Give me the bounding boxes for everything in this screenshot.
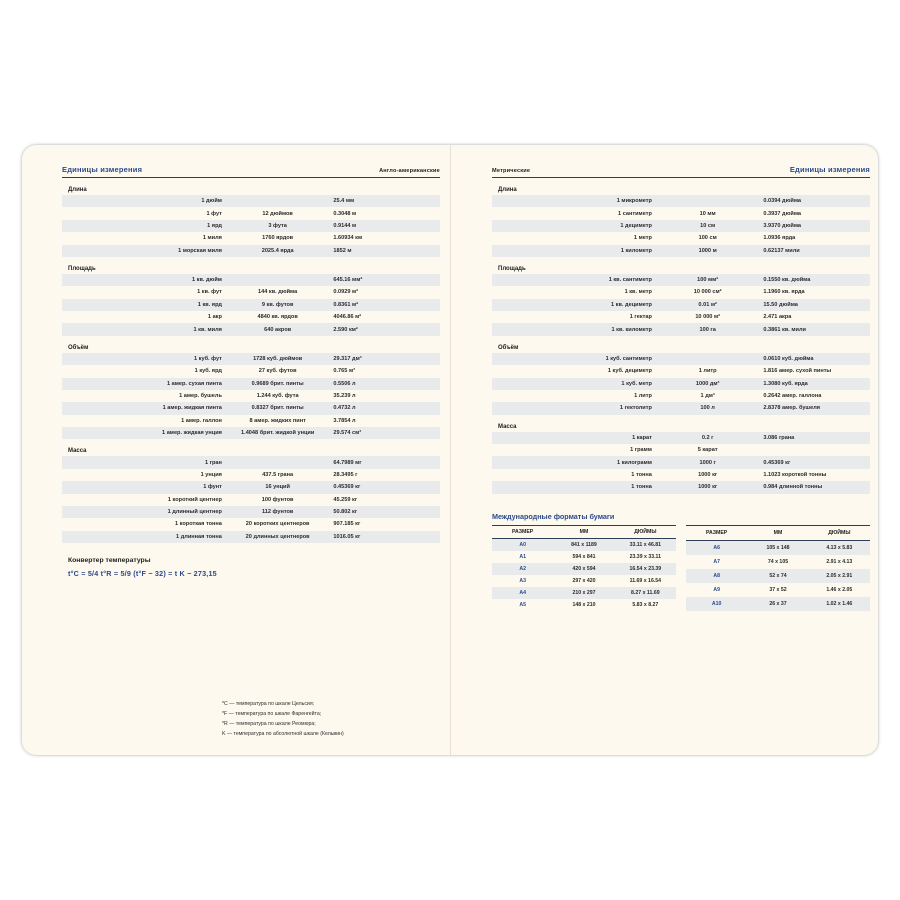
table-cell: 0.8327 брит. пинты <box>251 405 304 412</box>
units-table <box>492 195 870 257</box>
table-row <box>492 575 676 587</box>
table-cell: A10 <box>711 600 722 607</box>
column-header: ДЮЙМЫ <box>615 525 676 538</box>
table-cell: 2.590 км² <box>333 326 358 333</box>
table-cell: 8.27 x 11.69 <box>631 589 660 596</box>
table-cell: 841 x 1189 <box>571 541 597 548</box>
converter-note: *R — температура по шкале Реомюра; <box>222 720 316 727</box>
table-row <box>492 390 870 402</box>
table-cell: 74 x 105 <box>767 558 789 565</box>
table-cell: 4.13 x 5.83 <box>826 544 853 551</box>
table-row <box>492 286 870 298</box>
table-row <box>62 378 440 390</box>
table-cell: 1852 м <box>333 247 352 254</box>
table-row <box>492 220 870 232</box>
table-cell: 1 дм³ <box>700 393 715 400</box>
table-row <box>62 469 440 481</box>
table-cell: 1 кв. фут <box>197 289 222 296</box>
table-cell: 10 мм <box>699 210 716 217</box>
table-row <box>62 299 440 311</box>
table-cell: 0.8361 м² <box>333 301 359 308</box>
converter-notes <box>222 700 397 740</box>
table-cell: 1 короткий центнер <box>167 496 222 503</box>
table-cell: 20 длинных центнеров <box>245 533 310 540</box>
table-row <box>62 220 440 232</box>
table-cell: 45.259 кг <box>333 496 358 503</box>
units-table <box>492 432 870 494</box>
table-cell: 25.4 мм <box>333 198 355 205</box>
table-cell: A5 <box>519 601 526 608</box>
table-cell: 645.16 мм² <box>333 277 363 284</box>
table-cell: 52 x 74 <box>769 572 787 579</box>
converter-note: *F — температура по шкале Фаренгейта; <box>222 710 322 717</box>
table-cell: 0.45369 кг <box>763 459 791 466</box>
table-cell: 1 метр <box>633 235 652 242</box>
table-cell: A9 <box>713 586 720 593</box>
page-spine <box>450 145 451 755</box>
table-cell: 1000 м <box>698 247 717 254</box>
table-row <box>492 538 676 551</box>
paper-formats-title: Международные форматы бумаги <box>492 511 615 521</box>
table-cell: 1 литр <box>698 368 717 375</box>
table-row <box>492 323 870 335</box>
table-cell: 1 сантиметр <box>618 210 652 217</box>
units-table <box>62 274 440 336</box>
table-row <box>492 274 870 286</box>
table-cell: 26 x 37 <box>769 600 787 607</box>
section-title: Объём <box>68 344 89 351</box>
table-cell: 105 x 148 <box>766 544 790 551</box>
section-title: Площадь <box>68 265 96 272</box>
table-cell: 5 карат <box>697 447 718 454</box>
table-cell: 4046.86 м² <box>333 314 362 321</box>
table-cell: 1.60934 км <box>333 235 363 242</box>
table-cell: 1000 г <box>699 459 716 466</box>
table-cell: 594 x 841 <box>572 553 596 560</box>
table-row <box>62 365 440 377</box>
table-cell: 1 амер. жидкая унция <box>162 430 222 437</box>
table-cell: 1 кв. миля <box>193 326 222 333</box>
converter-formula: t°C = 5/4 t°R = 5/9 (t°F − 32) = t K − 273,15 <box>68 569 217 578</box>
table-row <box>62 232 440 244</box>
table-header-row <box>492 525 676 538</box>
table-cell: 144 кв. дюйма <box>258 289 298 296</box>
left-column <box>62 145 440 578</box>
table-row <box>62 207 440 219</box>
table-cell: 0.9689 брит. пинты <box>251 380 304 387</box>
table-row <box>62 390 440 402</box>
table-cell: 1000 кг <box>698 471 718 478</box>
left-sections <box>62 187 440 543</box>
table-cell <box>226 456 329 468</box>
table-row <box>492 353 870 365</box>
table-cell: 1 кв. метр <box>624 289 652 296</box>
table-cell: 1 микрометр <box>616 198 652 205</box>
table-cell: 1 акр <box>207 314 222 321</box>
table-row <box>492 232 870 244</box>
table-row <box>62 518 440 530</box>
table-cell: 1 амер. галлон <box>181 417 222 424</box>
table-cell: 28.3495 г <box>333 471 358 478</box>
table-row <box>62 456 440 468</box>
table-row <box>492 378 870 390</box>
table-cell: 1 амер. бушель <box>179 393 222 400</box>
table-cell: 1000 кг <box>698 484 718 491</box>
table-cell: 640 акров <box>264 326 292 333</box>
table-cell: 0.4732 л <box>333 405 356 412</box>
table-cell: 5.83 x 8.27 <box>632 601 659 608</box>
table-cell: 1.02 x 1.46 <box>826 600 853 607</box>
table-row <box>62 245 440 257</box>
table-cell: 0.0929 м² <box>333 289 359 296</box>
table-cell: 2.91 x 4.13 <box>826 558 853 565</box>
table-cell: 11.69 x 16.54 <box>629 577 662 584</box>
table-row <box>492 207 870 219</box>
units-table <box>62 353 440 440</box>
table-cell: 1 километр <box>620 247 652 254</box>
table-cell: 20 коротких центнеров <box>245 521 310 528</box>
table-row <box>62 494 440 506</box>
table-cell: 4840 кв. ярдов <box>257 314 298 321</box>
table-row <box>492 469 870 481</box>
section-title: Объём <box>498 344 519 351</box>
table-cell: 907.185 кг <box>333 521 361 528</box>
column-header: РАЗМЕР <box>492 525 553 538</box>
table-cell: 1 амер. сухая пинта <box>166 380 222 387</box>
table-cell: 0.01 м² <box>698 301 717 308</box>
units-table <box>492 274 870 336</box>
table-cell: 10 000 см² <box>693 289 722 296</box>
table-cell: 0.1550 кв. дюйма <box>763 277 811 284</box>
table-cell: 1 тонна <box>631 484 652 491</box>
table-row <box>686 569 870 583</box>
table-row <box>62 531 440 543</box>
table-row <box>62 427 440 439</box>
section-title: Длина <box>498 187 517 193</box>
table-cell: 1.816 амер. сухой пинты <box>763 368 832 375</box>
table-cell: 35.239 л <box>333 393 356 400</box>
table-row <box>686 555 870 569</box>
table-cell: 0.3861 кв. мили <box>763 326 806 333</box>
table-cell: 12 дюймов <box>262 210 293 217</box>
table-cell: 10 см <box>700 222 716 229</box>
table-header-row <box>686 525 870 540</box>
right-header-title: Единицы измерения <box>789 165 870 174</box>
table-row <box>62 323 440 335</box>
table-cell: A6 <box>713 544 720 551</box>
table-cell: 1 дюйм <box>201 198 222 205</box>
table-cell: 210 x 297 <box>572 589 596 596</box>
table-row <box>492 587 676 599</box>
section-title: Площадь <box>498 265 526 272</box>
table-cell: 1 фунт <box>203 484 222 491</box>
table-row <box>62 415 440 427</box>
table-cell: 0.765 м³ <box>333 368 355 375</box>
table-cell <box>226 195 329 207</box>
table-cell: 1016.05 кг <box>333 533 361 540</box>
table-cell: 1000 дм³ <box>695 380 720 387</box>
table-cell: 16 унций <box>265 484 290 491</box>
table-cell: 1 кв. дециметр <box>611 301 652 308</box>
column-header: ММ <box>747 525 808 540</box>
table-cell: 1.1960 кв. ярда <box>763 289 805 296</box>
table-cell <box>656 195 759 207</box>
table-cell: 0.5506 л <box>333 380 356 387</box>
temperature-converter <box>68 557 440 578</box>
table-row <box>686 583 870 597</box>
table-cell: 1 длинная тонна <box>176 533 222 540</box>
table-cell: A7 <box>713 558 720 565</box>
converter-note: K — температура по абсолютной шкале (Кельвин) <box>222 730 344 737</box>
table-cell: 33.11 x 46.81 <box>629 541 662 548</box>
table-cell: 8 амер. жидких пинт <box>249 417 306 424</box>
table-cell: 112 фунтов <box>261 509 294 516</box>
table-cell: 9 кв. футов <box>261 301 294 308</box>
table-cell <box>656 353 759 365</box>
table-cell: 64.7989 мг <box>333 459 362 466</box>
table-cell: 2.05 x 2.91 <box>826 572 853 579</box>
table-cell: 148 x 210 <box>572 601 596 608</box>
table-cell: 16.54 x 23.39 <box>629 565 662 572</box>
table-cell: 1 кв. дюйм <box>191 277 222 284</box>
table-cell: 0.3937 дюйма <box>763 210 801 217</box>
table-cell: 3 фута <box>268 222 287 229</box>
table-cell: 1 амер. жидкая пинта <box>162 405 222 412</box>
table-cell: 1 литр <box>634 393 652 400</box>
table-cell: 1 миля <box>202 235 222 242</box>
table-cell: 1 куб. дециметр <box>607 368 652 375</box>
table-row <box>492 402 870 414</box>
table-cell: 2.8378 амер. бушеля <box>763 405 821 412</box>
table-cell: 1728 куб. дюймов <box>253 355 303 362</box>
column-header: РАЗМЕР <box>686 525 747 540</box>
table-cell: 1 унция <box>200 471 222 478</box>
table-cell: 3.7854 л <box>333 417 356 424</box>
table-cell: 0.2642 амер. галлона <box>763 393 822 400</box>
table-cell: 1 дециметр <box>620 222 652 229</box>
units-table <box>492 353 870 415</box>
table-cell: 100 мм² <box>697 277 719 284</box>
table-cell: 15.50 дюйма <box>763 301 798 308</box>
table-cell: 2025.4 ярда <box>261 247 294 254</box>
table-row <box>62 286 440 298</box>
table-cell: 27 куб. футов <box>258 368 297 375</box>
section-title: Длина <box>68 187 87 193</box>
table-row <box>62 481 440 493</box>
table-cell: 1 кв. ярд <box>197 301 222 308</box>
column-header: ДЮЙМЫ <box>809 525 870 540</box>
table-cell: 1.1023 короткой тонны <box>763 471 827 478</box>
table-cell: 1 гектар <box>629 314 652 321</box>
table-row <box>492 195 870 207</box>
table-row <box>62 311 440 323</box>
units-table <box>62 195 440 257</box>
table-cell: 37 x 52 <box>769 586 787 593</box>
table-cell: 420 x 594 <box>572 565 596 572</box>
table-cell: A2 <box>519 565 526 572</box>
table-cell: 0.9144 м <box>333 222 357 229</box>
table-cell: A0 <box>519 541 526 548</box>
section-title: Масса <box>498 423 517 430</box>
table-cell: 29.574 см³ <box>333 430 362 437</box>
table-cell: 100 га <box>699 326 716 333</box>
table-cell: A3 <box>519 577 526 584</box>
table-cell: 0.45369 кг <box>333 484 361 491</box>
notebook-page <box>22 145 878 755</box>
table-cell: 23.39 x 33.11 <box>629 553 662 560</box>
table-cell: 1 куб. ярд <box>194 368 222 375</box>
table-row <box>492 481 870 493</box>
right-sections <box>492 187 870 494</box>
table-row <box>62 506 440 518</box>
table-row <box>62 402 440 414</box>
table-row <box>62 274 440 286</box>
section-title: Масса <box>68 448 87 455</box>
table-cell: 1 короткая тонна <box>174 521 222 528</box>
table-cell: 1 грамм <box>630 447 652 454</box>
table-cell: 1.3080 куб. ярда <box>763 380 808 387</box>
left-column-header <box>62 165 440 178</box>
table-row <box>492 432 870 444</box>
table-row <box>686 540 870 555</box>
table-row <box>492 563 676 575</box>
paper-table-a0-a5 <box>492 525 676 611</box>
table-row <box>492 299 870 311</box>
table-cell: 1 килограмм <box>616 459 652 466</box>
table-cell: 0.2 г <box>701 434 714 441</box>
right-header-subtitle: Метрические <box>492 168 531 174</box>
table-cell: 297 x 420 <box>572 577 596 584</box>
table-cell: 1 длинный центнер <box>167 509 222 516</box>
table-cell: 1.46 x 2.05 <box>826 586 853 593</box>
table-cell: 437.5 грана <box>262 471 294 478</box>
table-cell: 3.086 грана <box>763 434 795 441</box>
table-cell: 100 см <box>698 235 717 242</box>
table-cell: A8 <box>713 572 720 579</box>
table-cell: 2.471 акра <box>763 314 792 321</box>
right-column-header <box>492 165 870 178</box>
table-cell: 1 тонна <box>631 471 652 478</box>
table-row <box>492 245 870 257</box>
left-header-subtitle: Англо-американские <box>379 168 440 174</box>
table-cell: 0.0610 куб. дюйма <box>763 355 814 362</box>
converter-title: Конвертер температуры <box>68 557 151 564</box>
table-cell: 0.984 длинной тонны <box>763 484 823 491</box>
table-cell: 1 кв. километр <box>611 326 652 333</box>
table-cell <box>226 274 329 286</box>
table-row <box>492 551 676 563</box>
table-cell: 1760 ярдов <box>262 235 294 242</box>
table-cell: 1 куб. сантиметр <box>605 355 652 362</box>
table-cell: 1 ярд <box>207 222 222 229</box>
left-header-title: Единицы измерения <box>62 165 143 174</box>
table-cell: 1 фут <box>206 210 222 217</box>
table-row <box>62 195 440 207</box>
table-row <box>492 456 870 468</box>
column-header: ММ <box>553 525 614 538</box>
table-cell <box>759 444 870 456</box>
table-cell: 1 карат <box>632 434 652 441</box>
table-cell: 0.0394 дюйма <box>763 198 801 205</box>
table-row <box>686 597 870 611</box>
converter-note: *C — температура по шкале Цельсия; <box>222 701 315 707</box>
paper-table-a6-a10 <box>686 525 870 611</box>
table-cell: 1 куб. фут <box>194 355 222 362</box>
table-row <box>492 444 870 456</box>
table-cell: 1.244 куб. фута <box>256 393 299 400</box>
table-cell: 0.3048 м <box>333 210 357 217</box>
units-table <box>62 456 440 543</box>
table-cell: 10 000 м² <box>695 314 720 321</box>
table-cell: 100 л <box>700 405 715 412</box>
table-cell: 29.317 дм³ <box>333 355 362 362</box>
paper-formats-tables <box>492 525 870 611</box>
right-column <box>492 145 870 611</box>
table-cell: 1 морская миля <box>178 247 222 254</box>
table-cell: 1.4048 брит. жидкой унции <box>241 430 315 437</box>
table-cell: 3.9370 дюйма <box>763 222 801 229</box>
table-cell: 100 фунтов <box>261 496 294 503</box>
table-cell: 1.0936 ярда <box>763 235 796 242</box>
table-cell: 1 гектолитр <box>619 405 652 412</box>
table-row <box>62 353 440 365</box>
table-cell: A4 <box>519 589 526 596</box>
table-cell: 50.802 кг <box>333 509 358 516</box>
table-cell: 0.62137 мили <box>763 247 800 254</box>
table-cell: 1 кв. сантиметр <box>608 277 652 284</box>
table-cell: 1 куб. метр <box>621 380 652 387</box>
table-cell: 1 гран <box>205 459 222 466</box>
table-row <box>492 599 676 611</box>
table-row <box>492 365 870 377</box>
table-cell: A1 <box>519 553 526 560</box>
table-row <box>492 311 870 323</box>
